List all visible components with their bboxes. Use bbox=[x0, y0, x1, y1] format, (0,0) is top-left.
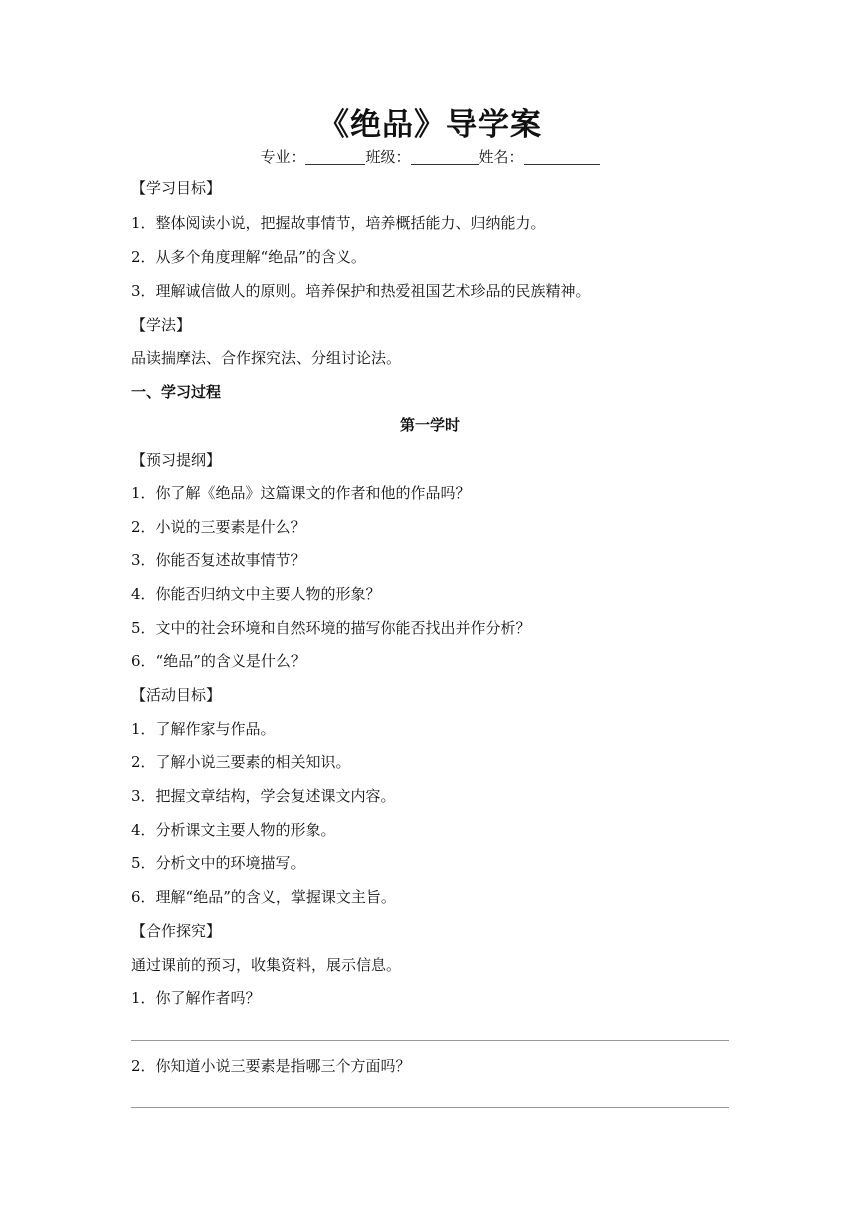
preview-item: 2．小说的三要素是什么？ bbox=[131, 518, 306, 536]
activity-item: 5．分析文中的环境描写。 bbox=[131, 854, 306, 872]
section-heading: 一、学习过程 bbox=[131, 383, 222, 401]
name-blank[interactable] bbox=[524, 148, 600, 165]
activity-item: 4．分析课文主要人物的形象。 bbox=[131, 821, 336, 839]
explore-question: 2．你知道小说三要素是指哪三个方面吗？ bbox=[131, 1057, 411, 1075]
method-heading: 【学法】 bbox=[131, 316, 192, 334]
class-blank[interactable] bbox=[411, 148, 479, 165]
class-label: 班级： bbox=[365, 148, 411, 166]
preview-item: 4．你能否归纳文中主要人物的形象？ bbox=[131, 585, 381, 603]
goal-item: 2．从多个角度理解“绝品”的含义。 bbox=[131, 248, 366, 266]
activity-item: 2．了解小说三要素的相关知识。 bbox=[131, 753, 351, 771]
answer-line[interactable] bbox=[131, 1040, 729, 1041]
name-label: 姓名： bbox=[478, 148, 524, 166]
explore-heading: 【合作探究】 bbox=[131, 922, 222, 940]
preview-item: 5．文中的社会环境和自然环境的描写你能否找出并作分析？ bbox=[131, 619, 531, 637]
goals-heading: 【学习目标】 bbox=[131, 179, 222, 197]
period-heading: 第一学时 bbox=[399, 416, 460, 434]
activity-item: 1．了解作家与作品。 bbox=[131, 720, 276, 738]
activity-heading: 【活动目标】 bbox=[131, 686, 222, 704]
goal-item: 3．理解诚信做人的原则。培养保护和热爱祖国艺术珍品的民族精神。 bbox=[131, 282, 591, 300]
preview-heading: 【预习提纲】 bbox=[131, 451, 222, 469]
preview-item: 3．你能否复述故事情节？ bbox=[131, 551, 306, 569]
preview-item: 6．“绝品”的含义是什么？ bbox=[131, 652, 306, 670]
preview-item: 1．你了解《绝品》这篇课文的作者和他的作品吗？ bbox=[131, 484, 471, 502]
goal-item: 1．整体阅读小说，把握故事情节，培养概括能力、归纳能力。 bbox=[131, 214, 546, 232]
student-info-line bbox=[131, 146, 729, 168]
answer-line[interactable] bbox=[131, 1107, 729, 1108]
explore-intro: 通过课前的预习，收集资料，展示信息。 bbox=[131, 956, 402, 974]
major-label: 专业： bbox=[260, 148, 306, 166]
activity-item: 6．理解“绝品”的含义，掌握课文主旨。 bbox=[131, 888, 396, 906]
activity-item: 3．把握文章结构，学会复述课文内容。 bbox=[131, 787, 396, 805]
explore-question: 1．你了解作者吗？ bbox=[131, 989, 261, 1007]
document-title: 《绝品》导学案 bbox=[318, 107, 542, 143]
major-blank[interactable] bbox=[305, 148, 365, 165]
method-text: 品读揣摩法、合作探究法、分组讨论法。 bbox=[131, 349, 402, 367]
